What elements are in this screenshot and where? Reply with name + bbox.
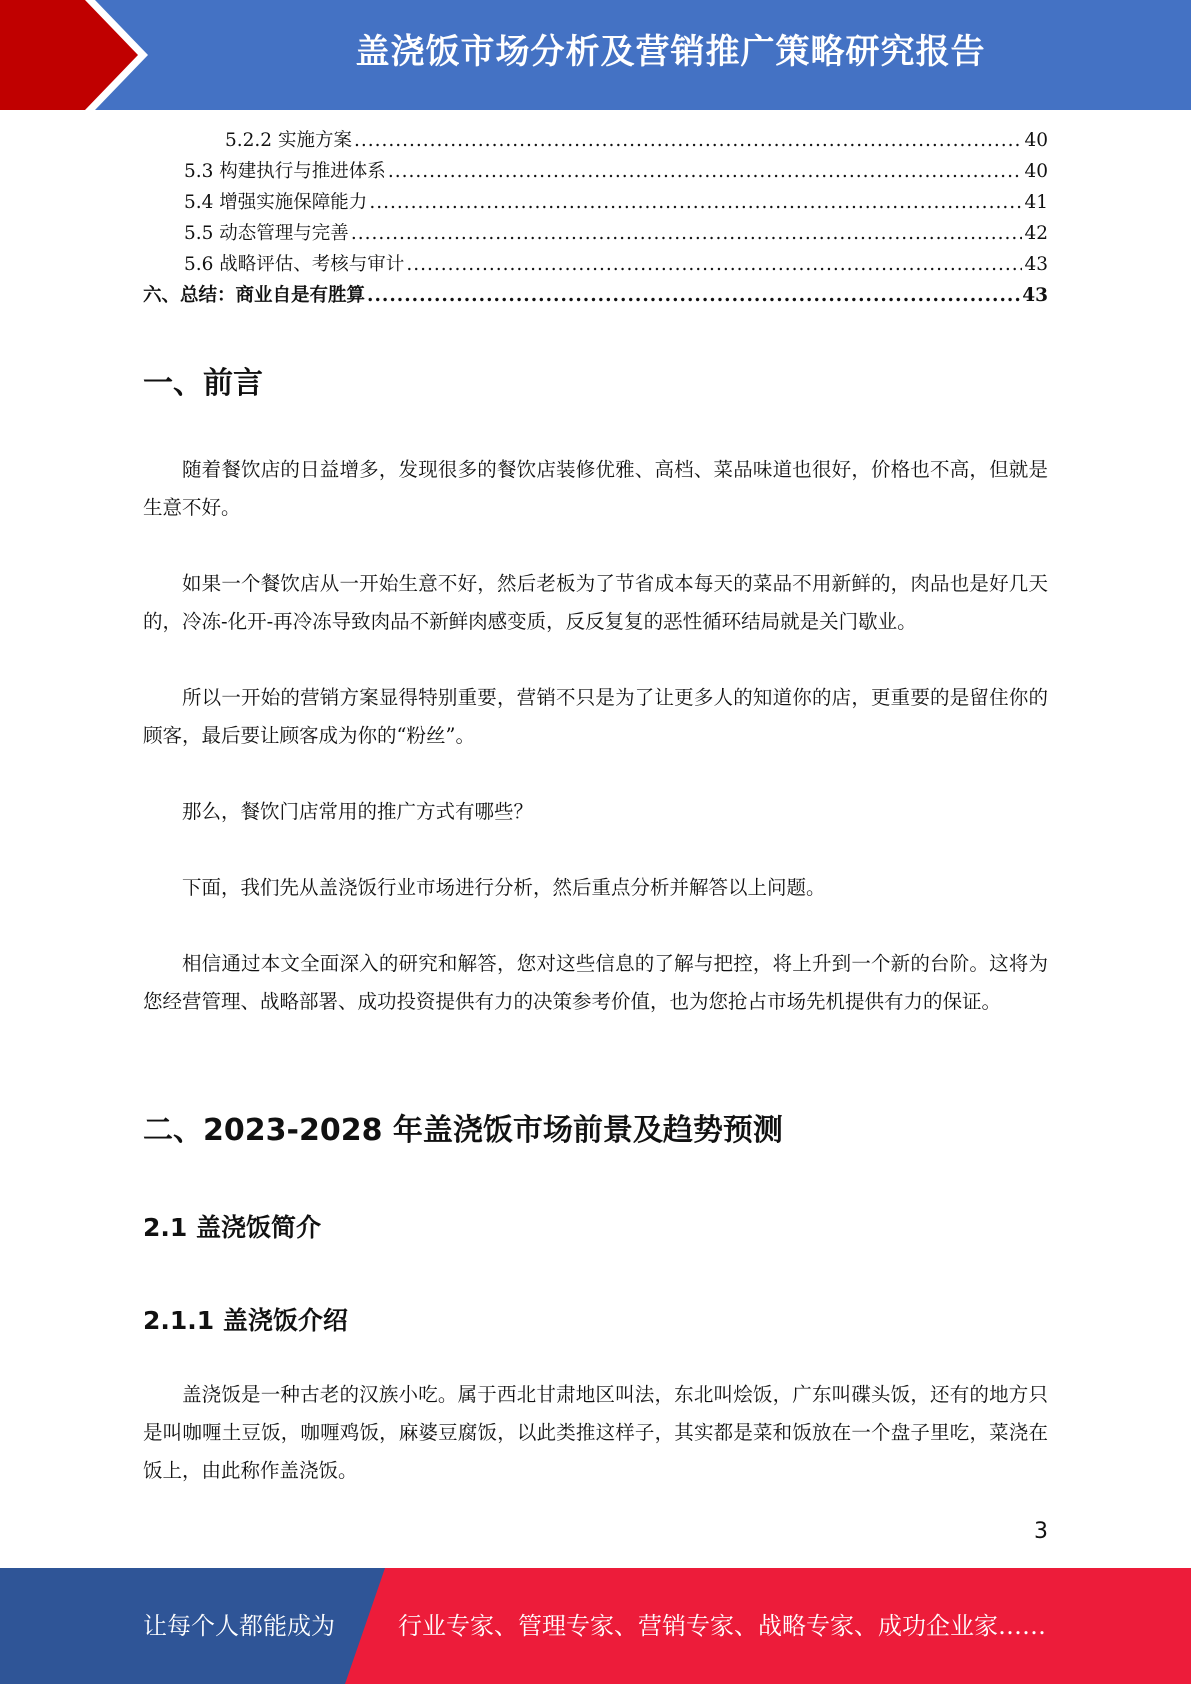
footer-slogan-left: 让每个人都能成为 — [143, 1612, 335, 1640]
body-paragraph: 相信通过本文全面深入的研究和解答，您对这些信息的了解与把控，将上升到一个新的台阶。这将为您经营管理、战略部署、成功投资提供有力的决策参考价值，也为您抢占市场先机提供有力的保证。 — [143, 952, 1048, 1013]
body-paragraph: 如果一个餐饮店从一开始生意不好，然后老板为了节省成本每天的菜品不用新鲜的，肉品也是好几天的，冷冻-化开-再冷冻导致肉品不新鲜肉感变质，反反复复的恶性循环结局就是关门歇业。 — [143, 572, 1048, 633]
toc-item[interactable]: 5.2.2 实施方案 ..... 40 — [143, 125, 1048, 156]
document-title: 盖浇饭市场分析及营销推广策略研究报告 — [355, 32, 986, 72]
body-paragraph: 所以一开始的营销方案显得特别重要，营销不只是为了让更多人的知道你的店，更重要的是留住你的顾客，最后要让顾客成为你的“粉丝”。 — [143, 686, 1048, 747]
toc-item[interactable]: 5.5 动态管理与完善 ..... 42 — [143, 218, 1048, 249]
toc-item[interactable]: 5.4 增强实施保障能力 ..... 41 — [143, 187, 1048, 218]
section-heading-preface: 一、前言 — [143, 366, 263, 401]
header-banner — [0, 0, 1191, 110]
toc-item[interactable]: 六、总结：商业自是有胜算 ..... 43 — [143, 280, 1048, 311]
page-number: 3 — [1034, 1519, 1048, 1544]
page-content — [143, 125, 1048, 1482]
toc-item[interactable]: 5.6 战略评估、考核与审计 ..... 43 — [143, 249, 1048, 280]
body-paragraph: 盖浇饭是一种古老的汉族小吃。属于西北甘肃地区叫法，东北叫烩饭，广东叫碟头饭，还有的地方只是叫咖喱土豆饭，咖喱鸡饭，麻婆豆腐饭，以此类推这样子，其实都是菜和饭放在一个盘子里吃，菜浇在饭上，由此称作盖浇饭。 — [143, 1383, 1048, 1482]
footer-slogan-right: 行业专家、管理专家、营销专家、战略专家、成功企业家…… — [398, 1612, 1046, 1640]
body-paragraph: 随着餐饮店的日益增多，发现很多的餐饮店装修优雅、高档、菜品味道也很好，价格也不高，但就是生意不好。 — [143, 458, 1048, 519]
toc-item[interactable]: 5.3 构建执行与推进体系 ..... 40 — [143, 156, 1048, 187]
body-paragraph: 下面，我们先从盖浇饭行业市场进行分析，然后重点分析并解答以上问题。 — [182, 876, 826, 899]
subsubsection-heading: 2.1.1 盖浇饭介绍 — [143, 1306, 348, 1335]
body-paragraph: 那么，餐饮门店常用的推广方式有哪些？ — [182, 800, 534, 823]
section-heading-forecast: 二、2023-2028 年盖浇饭市场前景及趋势预测 — [143, 1113, 783, 1148]
header-arrow-decoration — [0, 0, 160, 110]
subsection-heading: 2.1 盖浇饭简介 — [143, 1213, 321, 1242]
table-of-contents — [143, 125, 1048, 311]
footer-banner — [0, 1568, 1191, 1684]
